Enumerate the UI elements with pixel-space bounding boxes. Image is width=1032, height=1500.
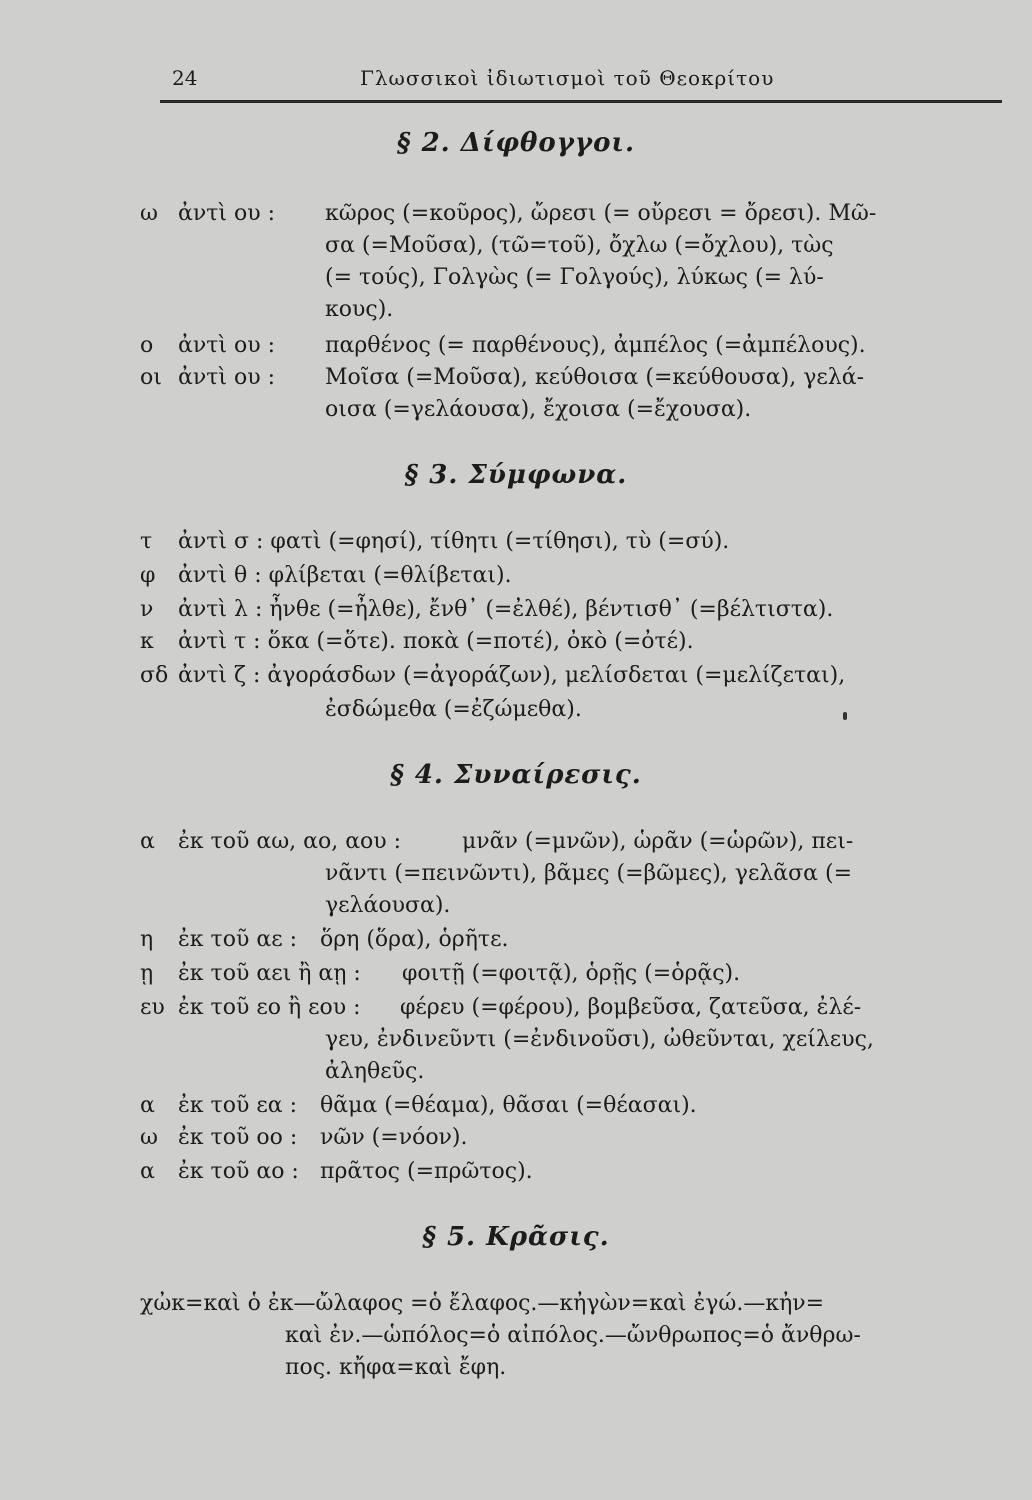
entry-intro: ἐκ τοῦ αε : xyxy=(178,927,297,952)
section-heading-consonants: § 3. Σύμφωνα. xyxy=(404,460,628,490)
page-number: 24 xyxy=(172,66,198,90)
entry-letter: α xyxy=(140,829,155,854)
entry-body-continued xyxy=(325,1024,980,1088)
entry-line: ὅρη (ὅρα), ὁρῆτε. xyxy=(320,927,509,952)
section-heading-crasis: § 5. Κρᾶσις. xyxy=(422,1222,610,1252)
entry-letter: κ xyxy=(140,629,154,654)
entry-letter: ευ xyxy=(140,995,165,1020)
entry-intro: ἐκ τοῦ αω, αο, αου : xyxy=(178,829,402,854)
entry-body xyxy=(320,924,975,956)
entry-letter: α xyxy=(140,1159,155,1184)
entry-body xyxy=(325,198,980,326)
entry-body xyxy=(320,1156,975,1188)
entry-line: πρᾶτος (=πρῶτος). xyxy=(320,1159,533,1184)
entry-body xyxy=(400,992,980,1024)
crasis-paragraph xyxy=(140,1288,980,1384)
entry-letter: οι xyxy=(140,365,162,390)
entry-line: σα (=Μοῦσα), (τῶ=τοῦ), ὄχλω (=ὄχλου), τὼς xyxy=(325,233,834,258)
entry-intro: ἐκ τοῦ αει ἢ αῃ : xyxy=(178,961,361,986)
entry-line: γευ, ἐνδινεῦντι (=ἐνδινοῦσι), ὠθεῦνται, χείλευς, xyxy=(325,1027,874,1052)
entry-line: μνᾶν (=μνῶν), ὡρᾶν (=ὡρῶν), πει- xyxy=(462,829,854,854)
entry-letter: σδ xyxy=(140,663,169,688)
entry-body xyxy=(325,330,980,362)
entry-body xyxy=(320,1090,975,1122)
entry-line: κῶρος (=κοῦρος), ὤρεσι (= οὔρεσι = ὄρεσι). Μῶ- xyxy=(325,201,877,226)
entry-body xyxy=(402,958,1032,990)
entry-letter: α xyxy=(140,1093,155,1118)
entry-letter: ω xyxy=(140,1125,158,1150)
crasis-line: πος. κἤφα=καὶ ἔφη. xyxy=(285,1355,507,1380)
section-heading-diphthongs: § 2. Δίφθογγοι. xyxy=(396,128,636,158)
entry-text: ἀντὶ σ : φατὶ (=φησί), τίθητι (=τίθησι), τὺ (=σύ). xyxy=(178,529,730,554)
entry-intro: ἐκ τοῦ εα : xyxy=(178,1093,297,1118)
running-title: Γλωσσικοὶ ἰδιωτισμοὶ τοῦ Θεοκρίτου xyxy=(360,66,775,90)
entry-letter: η xyxy=(140,927,154,952)
entry-letter: φ xyxy=(140,563,156,588)
entry-line: παρθένος (= παρθένους), ἀμπέλος (=ἀμπέλους). xyxy=(325,333,866,358)
entry-line: νᾶντι (=πεινῶντι), βᾶμες (=βῶμες), γελᾶσα (= xyxy=(325,861,853,886)
entry-line: φέρευ (=φέρου), βομβεῦσα, ζατεῦσα, ἐλέ- xyxy=(400,995,862,1020)
entry-line: (= τούς), Γολγὼς (= Γολγούς), λύκως (= λύ- xyxy=(325,265,824,290)
entry-line: φοιτῇ (=φοιτᾷ), ὁρῇς (=ὁρᾷς). xyxy=(402,961,741,986)
entry-intro: ἐκ τοῦ εο ἢ εου : xyxy=(178,995,361,1020)
entry-line: Μοῖσα (=Μοῦσα), κεύθοισα (=κεύθουσα), γελά- xyxy=(325,365,864,390)
header-rule xyxy=(160,100,1002,103)
entry-letter: ῃ xyxy=(140,961,154,986)
entry-text: ἀντὶ τ : ὅκα (=ὅτε). ποκὰ (=ποτέ), ὀκὸ (=ὀτέ). xyxy=(178,629,694,654)
entry-body xyxy=(320,1122,975,1154)
crasis-line: χὠκ=καὶ ὁ ἐκ—ὤλαφος =ὁ ἔλαφος.—κἠγὼν=καὶ ἐγώ.—κἠν= xyxy=(140,1291,825,1316)
page-header xyxy=(170,66,1000,100)
ink-speck xyxy=(843,712,847,720)
entry-line: κους). xyxy=(325,297,394,322)
entry-intro: ἐκ τοῦ αο : xyxy=(178,1159,299,1184)
crasis-line: καὶ ἐν.—ὡπόλος=ὁ αἰπόλος.—ὤνθρωπος=ὁ ἄνθρω- xyxy=(285,1323,861,1348)
entry-line: θᾶμα (=θέαμα), θᾶσαι (=θέασαι). xyxy=(320,1093,697,1118)
entry-letter: ω xyxy=(140,201,158,226)
entry-letter: τ xyxy=(140,529,153,554)
entry-body xyxy=(462,826,980,858)
entry-letter: ο xyxy=(140,333,154,358)
entry-text-continuation: ἐσδώμεθα (=ἐζώμεθα). xyxy=(325,697,582,722)
entry-text: ἀντὶ θ : φλίβεται (=θλίβεται). xyxy=(178,563,512,588)
entry-line: νῶν (=νόον). xyxy=(320,1125,468,1150)
entry-line: οισα (=γελάουσα), ἔχοισα (=ἔχουσα). xyxy=(325,397,752,422)
section-heading-contractions: § 4. Συναίρεσις. xyxy=(390,760,642,790)
entry-text: ἀντὶ λ : ἦνθε (=ἦλθε), ἔνθ᾽ (=ἐλθέ), βέντισθ᾽ (=βέλτιστα). xyxy=(178,597,834,622)
entry-body xyxy=(325,362,980,426)
entry-intro: ἀντὶ ου : xyxy=(178,333,276,358)
entry-line: ἀληθεῦς. xyxy=(325,1059,425,1084)
entry-text: ἀντὶ ζ : ἀγοράσδων (=ἀγοράζων), μελίσδεται (=μελίζεται), xyxy=(178,663,846,688)
entry-body-continued xyxy=(325,858,980,922)
entry-intro: ἀντὶ ου : xyxy=(178,365,276,390)
entry-intro: ἐκ τοῦ οο : xyxy=(178,1125,298,1150)
entry-letter: ν xyxy=(140,597,154,622)
entry-line: γελάουσα). xyxy=(325,893,451,918)
entry-intro: ἀντὶ ου : xyxy=(178,201,276,226)
